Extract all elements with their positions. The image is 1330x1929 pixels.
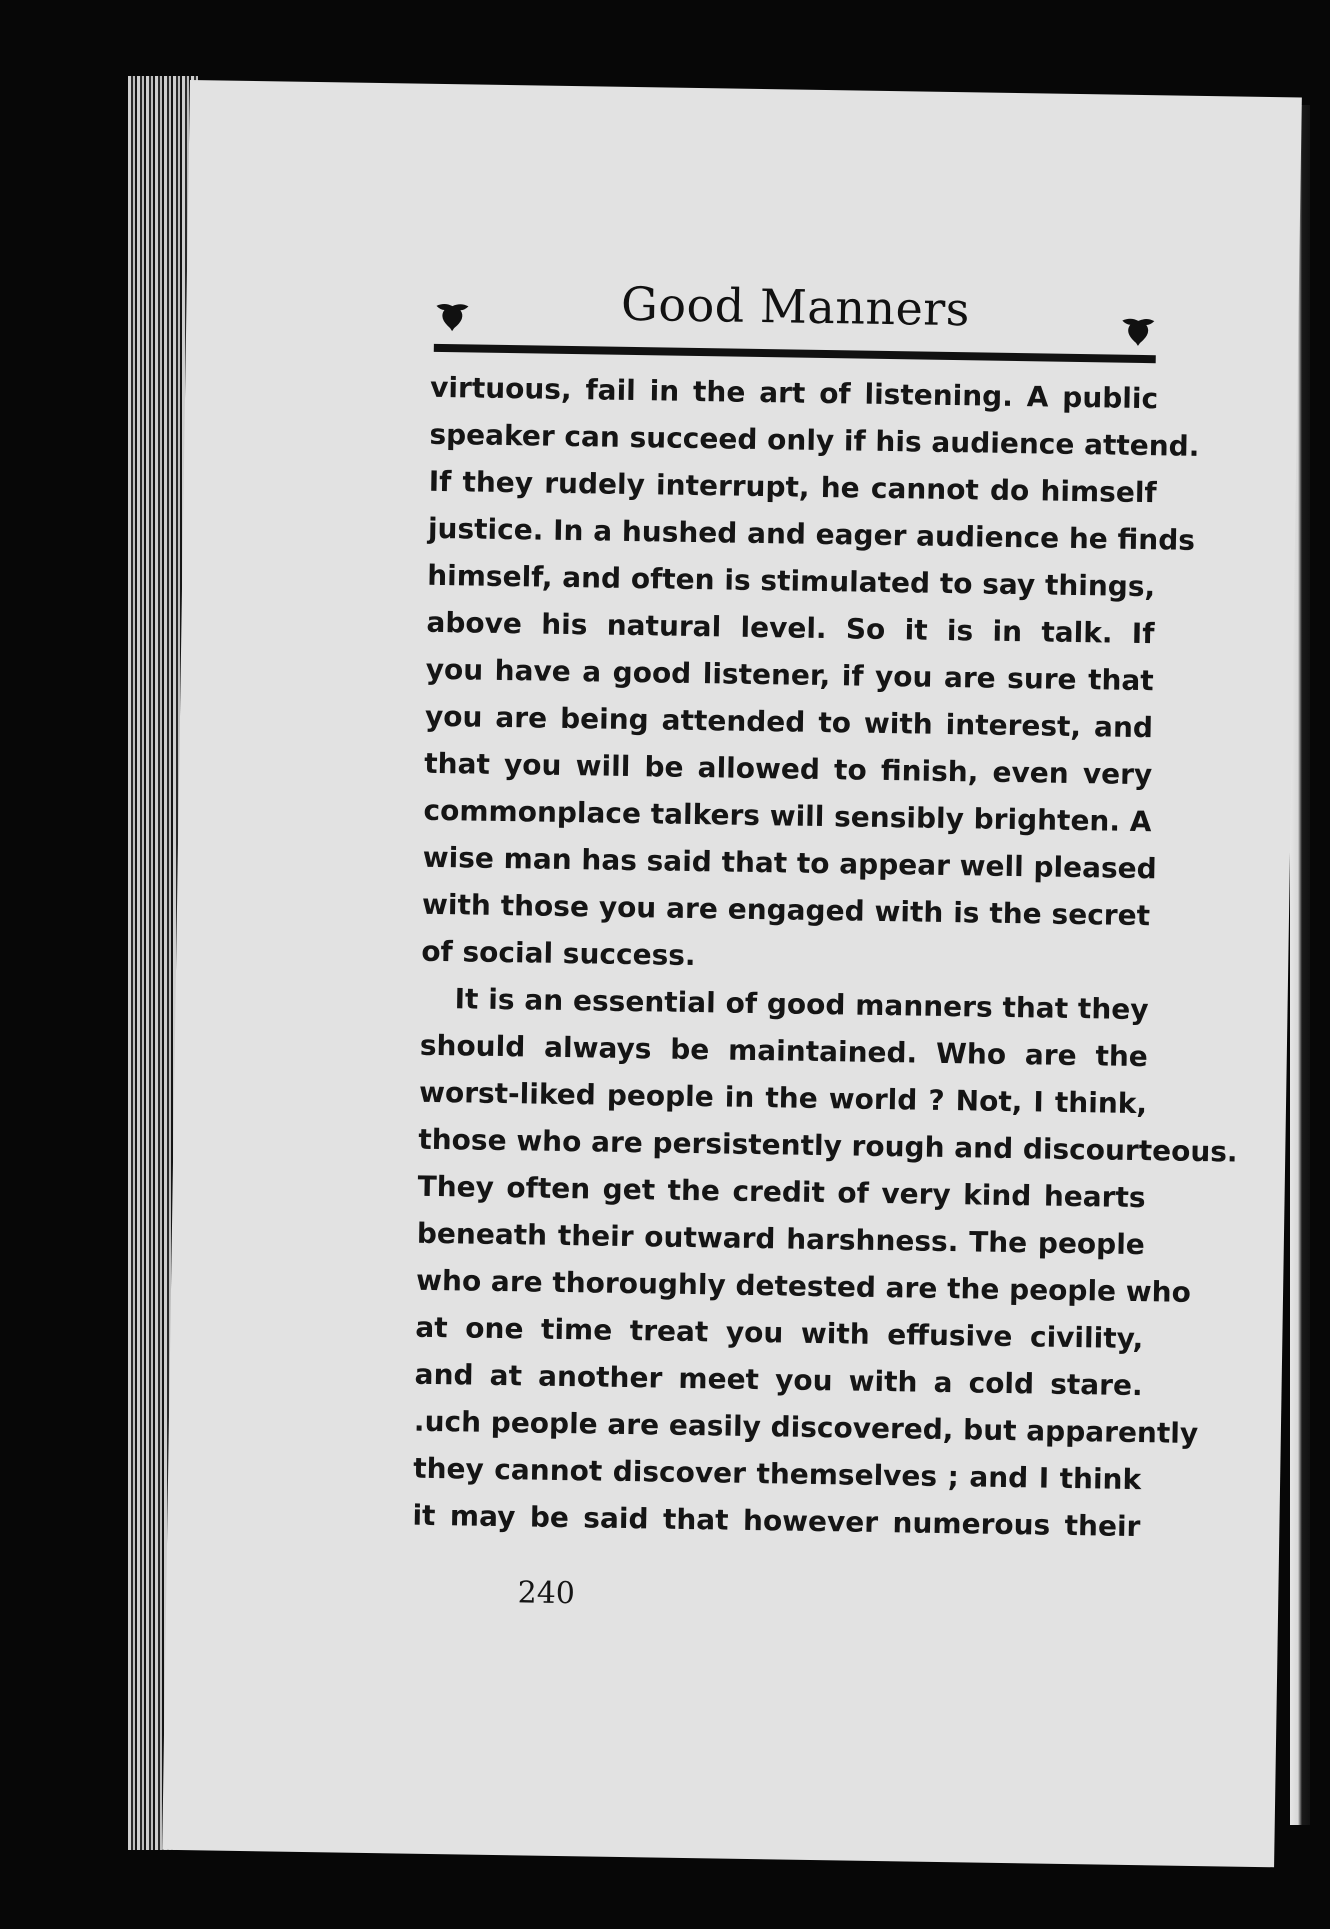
text-line: above his natural level. So it is in talk. If [426,605,1155,651]
text-line: It is an essential of good manners that they [454,982,1149,1027]
text-line: should always be maintained. Who are the [419,1028,1149,1074]
text-line: .uch people are easily discovered, but apparently [413,1404,1199,1450]
text-line: virtuous, fail in the art of listening. A public [429,370,1159,416]
text-line: you have a good listener, if you are sure that [425,652,1154,698]
text-line: wise man has said that to appear well pleased [422,840,1157,886]
text-line: speaker can succeed only if his audience attend. [429,417,1200,463]
text-line: that you will be allowed to finish, even very [424,746,1153,792]
text-line: with those you are engaged with is the secret [421,887,1151,933]
book-page [162,80,1302,1867]
running-header [434,274,1157,355]
text-line: commonplace talkers will sensibly brighten. A [423,793,1152,839]
paragraph [421,364,1200,986]
body-text [412,364,1238,1550]
text-line: who are thoroughly detested are the people who [415,1263,1192,1309]
text-line: you are being attended to with interest, and [424,699,1154,745]
text-line: at one time treat you with effusive civility, [415,1310,1144,1356]
text-line: justice. In a hushed and eager audience he finds [427,511,1196,557]
text-line: beneath their outward harshness. The people [416,1216,1146,1262]
fleuron-icon [1120,315,1156,348]
page-number: 240 [517,1575,576,1612]
text-line: If they rudely interrupt, he cannot do himself [428,464,1157,510]
text-line: it may be said that however numerous their [412,1498,1141,1544]
text-line: those who are persistently rough and discourteous. [418,1122,1238,1169]
text-line: and at another meet you with a cold stare. [414,1357,1143,1403]
running-head-title: Good Manners [620,276,971,337]
text-line: worst-liked people in the world ? Not, I think, [418,1075,1148,1121]
text-line: himself, and often is stimulated to say things, [426,558,1156,604]
text-line: they cannot discover themselves ; and I think [412,1451,1142,1497]
text-line: They often get the credit of very kind hearts [417,1169,1146,1215]
paragraph [412,975,1238,1550]
text-line: of social success. [421,934,696,973]
